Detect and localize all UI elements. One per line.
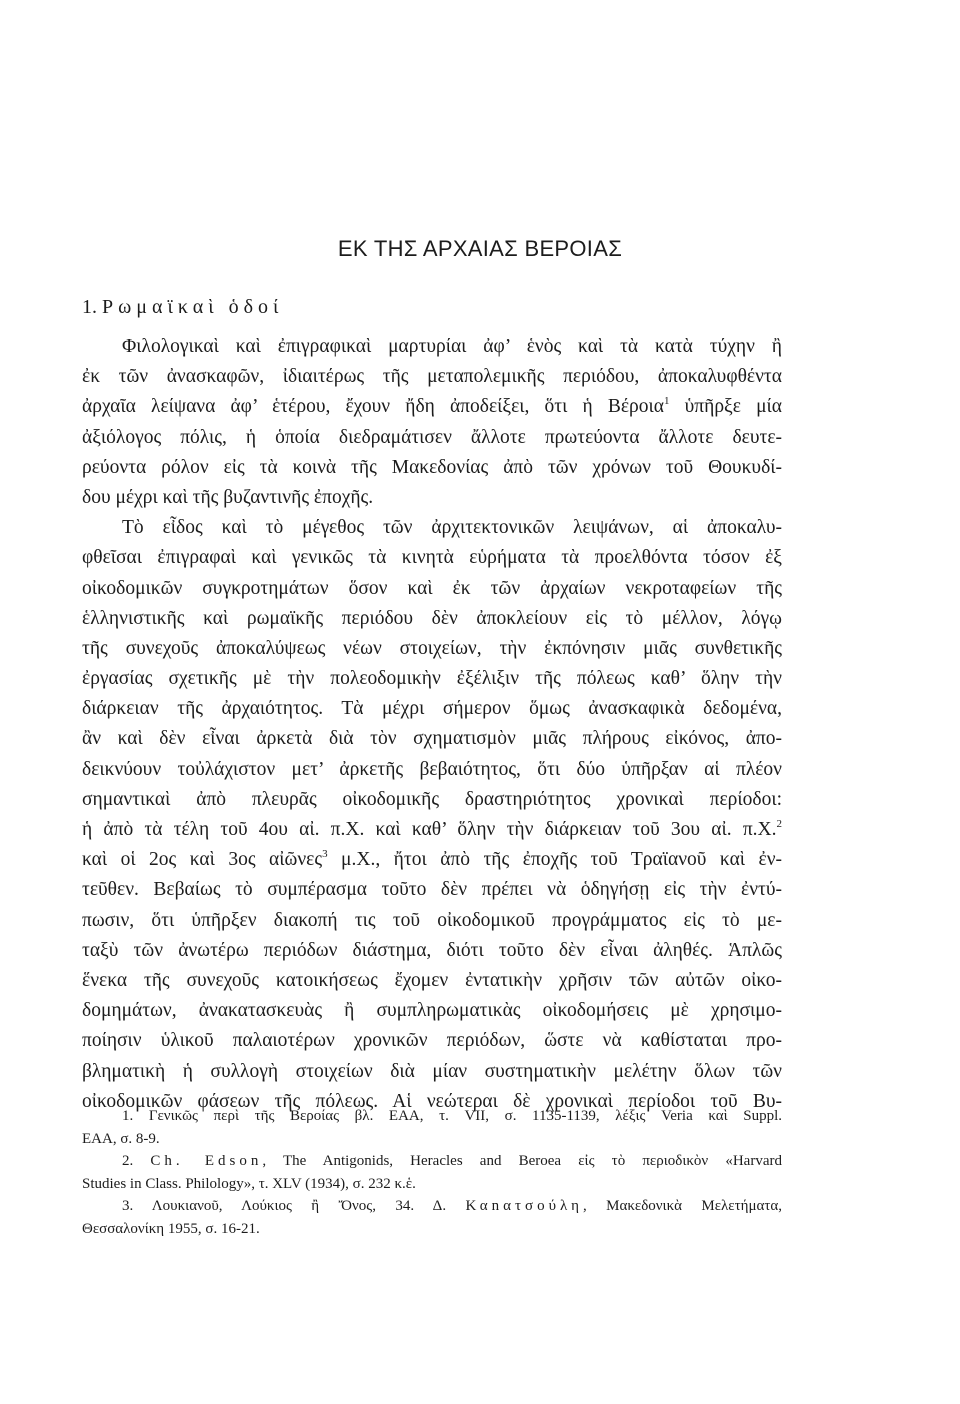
body-line: οἰκοδομικῶν συγκροτημάτων ὅσον καὶ ἐκ τῶν ἀρχαίων νεκροταφείων τῆς [82,577,782,599]
section-number: 1. [82,296,97,318]
body-line: ἡ ἀπὸ τὰ τέλη τοῦ 4ου αἰ. π.Χ. καὶ καθ’ ὅλην τὴν διάρκειαν τοῦ 3ου αἰ. π.Χ.$^2$ [82,818,782,840]
section-heading [82,296,283,319]
body-line: ταξὺ τῶν ἀνωτέρω περιόδων διάστημα, διότι τοῦτο δὲν εἶναι ἀληθές. Ἁπλῶς [82,939,782,961]
body-line: ἐργασίας σχετικῆς μὲ τὴν πολεοδομικὴν ἐξέλιξιν τῆς πόλεως καθ’ ὅλην τὴν [82,668,782,690]
footnote-ref[interactable]: 3 [322,848,328,861]
footnote-3: 3. Λουκιανοῦ, Λούκιος ἢ Ὄνος, 34. Δ. Καnατσούλη, Μακεδονικὰ Μελετήματα, [122,1198,782,1214]
body-line: ἑλληνιστικῆς καὶ ρωμαϊκῆς περιόδου δὲν ἀποκλείουν εἰς τὸ μέλλον, λόγῳ [82,607,782,629]
body-line: ἀρχαῖα λείψανα ἀφ’ ἑτέρου, ἔχουν ἤδη ἀποδείξει, ὅτι ἡ Βέροια$^1$ ὑπῆρξε μία [82,395,782,418]
footnote-1-cont: ΕΑΑ, σ. 8-9. [82,1130,160,1147]
body-line: σημαντικαὶ ἀπὸ πλευρᾶς οἰκοδομικῆς δραστηριότητος χρονικαὶ περίοδοι: [82,788,782,810]
body-line: οἰκοδομικῶν φάσεων τῆς πόλεως. Αἱ νεώτεραι δὲ χρονικαὶ περίοδοι τοῦ Βυ- [82,1090,782,1112]
author-name: Καnατσούλη [465,1198,583,1214]
footnote-3-cont: Θεσσαλονίκη 1955, σ. 16-21. [82,1220,260,1237]
body-line: ἐκ τῶν ἀνασκαφῶν, ἰδιαιτέρως τῆς μεταπολεμικῆς περιόδου, ἀποκαλυφθέντα [82,366,782,388]
body-line: πωσιν, ὅτι ὑπῆρξεν διακοπή τις τοῦ οἰκοδομικοῦ προγράμματος εἰς τὸ με- [82,909,782,931]
body-text [82,332,782,1117]
footnote-2: 2. Ch. Edson, The Antigonids, Heracles and Beroea εἰς τὸ περιοδικὸν «Harvard [122,1153,782,1169]
section-title: Ρωμαϊκαὶ ὁδοί [102,296,284,318]
body-line: ἀξιόλογος πόλις, ἡ ὁποία διεδραμάτισεν ἄλλοτε πρωτεύοντα ἄλλοτε δευτε- [82,426,782,448]
author-name: Ch. Edson [150,1153,263,1169]
body-line: Τὸ εἶδος καὶ τὸ μέγεθος τῶν ἀρχιτεκτονικῶν λειψάνων, αἱ ἀποκαλυ- [122,517,782,539]
footnote-ref[interactable]: 2 [776,818,782,830]
body-line: Φιλολογικαὶ καὶ ἐπιγραφικαὶ μαρτυρίαι ἀφ’ ἑνὸς καὶ τὰ κατὰ τύχην ἢ [122,336,782,357]
body-line: ρεύοντα ρόλον εἰς τὰ κοινὰ τῆς Μακεδονίας ἀπὸ τῶν χρόνων τοῦ Θουκυδί- [82,456,782,478]
body-line: δεικνύουν τοὐλάχιστον μετ’ ἀρκετῆς βεβαιότητος, ὅτι δύο ὑπῆρξαν αἱ πλέον [82,758,782,780]
footnote-1: 1. Γενικῶς περὶ τῆς Βεροίας βλ. ΕΑΑ, τ. VII, σ. 1135-1139, λέξις Veria καὶ Suppl. [122,1108,782,1124]
body-line: τῆς συνεχοῦς ἀποκαλύψεως νέων στοιχείων, τὴν ἐκπόνησιν μιᾶς συνθετικῆς [82,637,782,659]
page-title: ΕΚ ΤΗΣ ΑΡΧΑΙΑΣ ΒΕΡΟΙΑΣ [337,236,623,261]
footnote-ref[interactable]: 1 [663,395,670,408]
footnote-2-cont: Studies in Class. Philology», τ. XLV (1934), σ. 232 κ.ἑ. [82,1175,416,1192]
body-line: δου μέχρι καὶ τῆς βυζαντινῆς ἐποχῆς. [82,486,374,508]
body-line: βληματικὴ ἡ συλλογὴ στοιχείων διὰ μίαν συστηματικὴν μελέτην ὅλων τῶν [82,1060,782,1082]
body-line: καὶ οἱ 2ος καὶ 3ος αἰῶνες$^3$ μ.Χ., ἤτοι ἀπὸ τῆς ἐποχῆς τοῦ Τραϊανοῦ καὶ ἐν- [82,848,783,871]
body-line: δομημάτων, ἀνακατασκευὰς ἢ συμπληρωματικὰς οἰκοδομήσεις μὲ χρησιμο- [82,1000,782,1022]
body-line: ἂν καὶ δὲν εἶναι ἀρκετὰ διὰ τὸν σχηματισμὸν μιᾶς πλήρους εἰκόνος, ἀπο- [82,728,782,750]
body-line: τεῦθεν. Βεβαίως τὸ συμπέρασμα τοῦτο δὲν πρέπει νὰ ὁδηγήσῃ εἰς τὴν ἐντύ- [82,879,782,901]
body-line: ποίησιν ὑλικοῦ παλαιοτέρων χρονικῶν περιόδων, ὥστε νὰ καθίσταται προ- [82,1030,782,1052]
body-line: φθεῖσαι ἐπιγραφαὶ καὶ γενικῶς τὰ κινητὰ εὑρήματα τὰ προελθόντα τόσον ἐξ [82,547,782,569]
body-line: διάρκειαν τῆς ἀρχαιότητος. Τὰ μέχρι σήμερον ὅμως ἀνασκαφικὰ δεδομένα, [82,698,782,720]
footnotes [82,1105,782,1240]
body-line: ἕνεκα τῆς συνεχοῦς κατοικήσεως ἔχομεν ἐντατικὴν χρῆσιν τῶν αὐτῶν οἰκο- [82,969,782,991]
